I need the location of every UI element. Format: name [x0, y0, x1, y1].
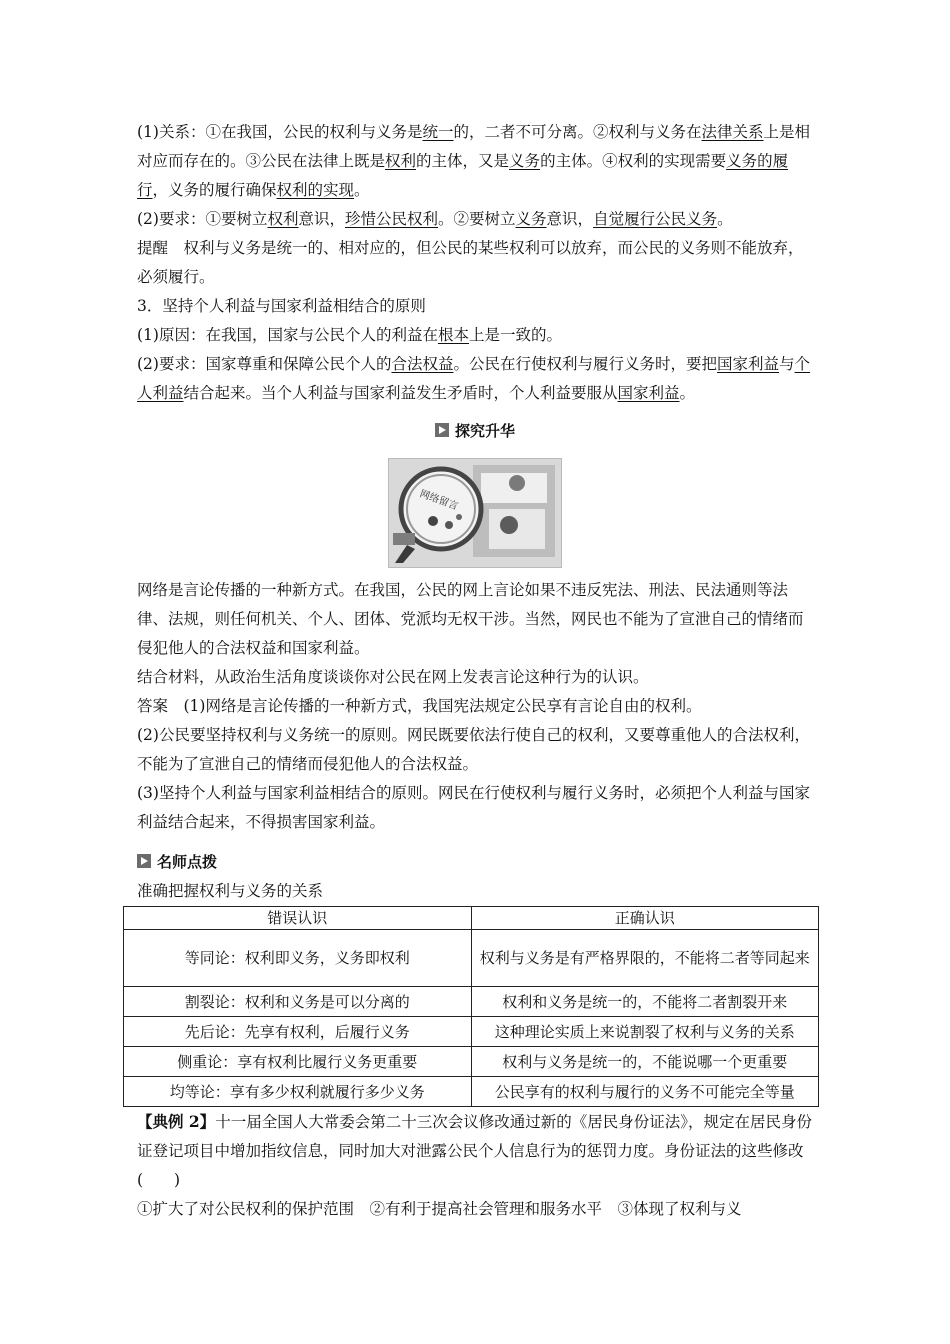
underlined-term: 权利的实现 [276, 181, 355, 199]
text: (2)要求：①要树立 [137, 210, 268, 228]
example-text: 十一届全国人大常委会第二十三次会议修改通过新的《居民身份证法》，规定在居民身份证登记项目中增加指纹信息，同时加大对泄露公民个人信息行为的惩罚力度。身份证法的这些修改( ) [137, 1113, 812, 1189]
text: 与 [779, 355, 795, 373]
table-cell: 先后论：先享有权利，后履行义务 [124, 1017, 472, 1047]
text: 意识， [546, 210, 594, 228]
table-cell: 公民享有的权利与履行的义务不可能完全等量 [471, 1077, 819, 1107]
text: 。 [717, 210, 733, 228]
table-cell: 侧重论：享有权利比履行义务更重要 [124, 1047, 472, 1077]
magnifier-caption: 网络留言 [418, 488, 460, 513]
table-cell: 割裂论：权利和义务是可以分离的 [124, 987, 472, 1017]
table-intro: 准确把握权利与义务的关系 [137, 882, 324, 900]
text: ，义务的履行确保 [152, 181, 277, 199]
tip-paragraph: 提醒 权利与义务是统一的、相对应的，但公民的某些权利可以放弃，而公民的义务则不能放弃，必须履行。 [137, 239, 804, 286]
document-page [137, 118, 813, 1224]
text: 的，二者不可分离。②权利与义务在 [453, 123, 702, 141]
text: 的主体。④权利的实现需要 [540, 152, 727, 170]
text: 。 [354, 181, 370, 199]
explore-section-header [137, 416, 813, 444]
example-paragraph [137, 1107, 813, 1195]
text: 的主体，又是 [416, 152, 510, 170]
relation-table [123, 906, 819, 1107]
table-header-row [124, 907, 819, 930]
underlined-term: 义务 [509, 152, 541, 170]
text: (2)要求：国家尊重和保障公民个人的 [137, 355, 392, 373]
underlined-term: 根本 [437, 326, 469, 344]
text: (1)原因：在我国，国家与公民个人的利益在 [137, 326, 438, 344]
underlined-term: 合法权益 [391, 355, 454, 373]
text: 意识， [298, 210, 345, 228]
underlined-term: 国家利益 [617, 384, 680, 402]
magnifier-illustration-svg [389, 459, 561, 567]
table-cell: 权利和义务是统一的，不能将二者割裂开来 [471, 987, 819, 1017]
table-cell: 这种理论实质上来说割裂了权利与义务的关系 [471, 1017, 819, 1047]
text: 上是相对应而存在的。③公民在法律上既是 [137, 123, 811, 170]
underlined-term: 权利 [267, 210, 299, 228]
table-cell: 权利与义务是有严格界限的，不能将二者等同起来 [471, 930, 819, 987]
table-row [124, 1017, 819, 1047]
answer-3: (3)坚持个人利益与国家利益相结合的原则。网民在行使权利与履行义务时，必须把个人利益与国家利益结合起来，不得损害国家利益。 [137, 784, 810, 831]
underlined-term: 珍惜公民权利 [345, 210, 439, 228]
header-wrong: 错误认识 [124, 907, 472, 930]
answer-2: (2)公民要坚持权利与义务统一的原则。网民既要依法行使自己的权利，又要尊重他人的合法权利，不能为了宣泄自己的情绪而侵犯他人的合法权益。 [137, 726, 810, 773]
table-cell: 等同论：权利即义务，义务即权利 [124, 930, 472, 987]
explore-section-title: 探究升华 [454, 421, 515, 440]
requirement-paragraph [137, 205, 813, 234]
teacher-section-title: 名师点拨 [157, 852, 218, 871]
section-3-heading: 3．坚持个人利益与国家利益相结合的原则 [137, 297, 426, 315]
table-row [124, 930, 819, 987]
play-triangle-icon [435, 423, 449, 437]
underlined-term: 个人利益 [137, 355, 811, 402]
underlined-term: 法律关系 [701, 123, 764, 141]
table-cell: 均等论：享有多少权利就履行多少义务 [124, 1077, 472, 1107]
material-paragraph: 网络是言论传播的一种新方式。在我国，公民的网上言论如果不违反宪法、刑法、民法通则等法律、法规，则任何机关、个人、团体、党派均无权干涉。当然，网民也不能为了宣泄自己的情绪而侵犯他人的合法权益和国家利益。 [137, 581, 804, 657]
table-row [124, 987, 819, 1017]
text: 。公民在行使权利与履行义务时，要把 [453, 355, 717, 373]
relation-paragraph [137, 118, 813, 205]
text: 。②要树立 [438, 210, 516, 228]
answer-1: 答案 (1)网络是言论传播的一种新方式，我国宪法规定公民享有言论自由的权利。 [137, 697, 702, 715]
magnifier-illustration [388, 458, 562, 568]
question-paragraph: 结合材料，从政治生活角度谈谈你对公民在网上发表言论这种行为的认识。 [137, 668, 649, 686]
example-options: ①扩大了对公民权利的保护范围 ②有利于提高社会管理和服务水平 ③体现了权利与义 [137, 1200, 742, 1218]
play-triangle-icon [137, 854, 151, 868]
text: 结合起来。当个人利益与国家利益发生矛盾时，个人利益要服从 [183, 384, 618, 402]
underlined-term: 权利 [385, 152, 417, 170]
table-cell: 权利与义务是统一的，不能说哪一个更重要 [471, 1047, 819, 1077]
requirement2-paragraph [137, 350, 813, 408]
table-row [124, 1077, 819, 1107]
teacher-section-header [137, 847, 813, 875]
example-tag: 【典例 2】 [137, 1112, 216, 1131]
underlined-term: 统一 [422, 123, 454, 141]
text: 。 [679, 384, 696, 402]
underlined-term: 义务 [515, 210, 547, 228]
underlined-term: 国家利益 [717, 355, 780, 373]
text: (1)关系：①在我国，公民的权利与义务是 [137, 123, 423, 141]
table-row [124, 1047, 819, 1077]
reason-paragraph [137, 321, 813, 350]
underlined-term: 自觉履行公民义务 [593, 210, 718, 228]
underlined-term: 义务的履行 [137, 152, 789, 199]
header-right: 正确认识 [471, 907, 819, 930]
text: 上是一致的。 [468, 326, 562, 344]
